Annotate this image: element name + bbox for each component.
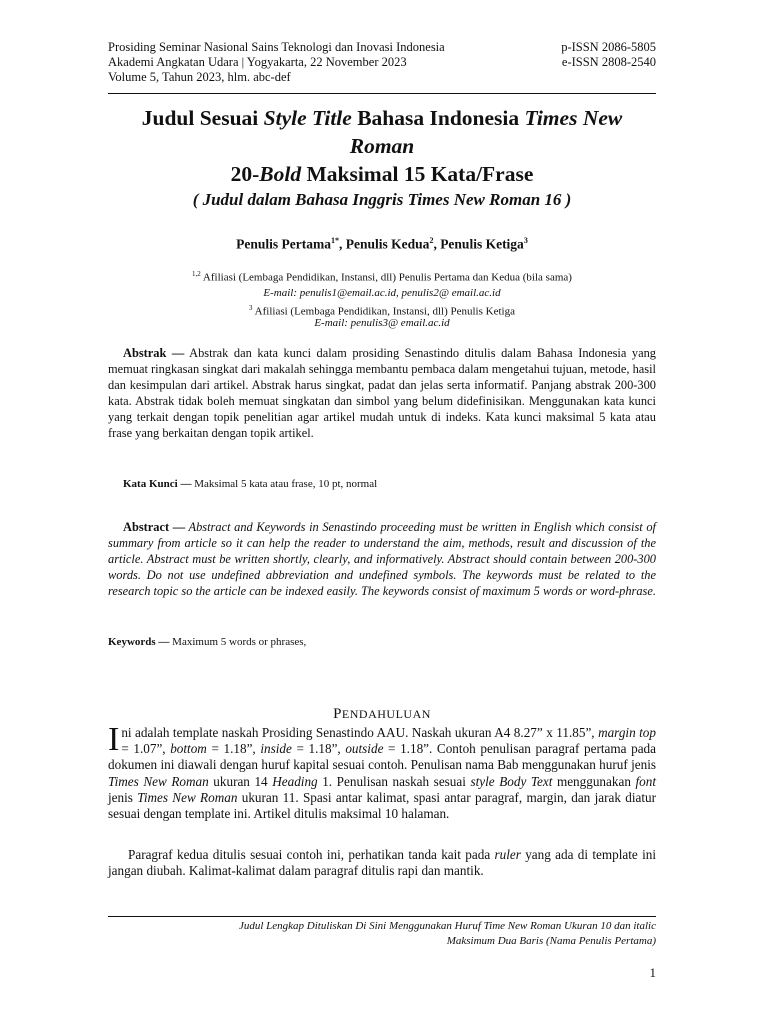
author-name: Penulis Pertama <box>236 236 332 252</box>
abstract-english: Abstract — Abstract and Keywords in Senastindo proceeding must be written in English which consist of summary from article so it can help the reader to understand the aim, methods, result and discussion of the article. Abstract must be written shortly, clearly, and informatively. Abstract should contain between 200-300 words. Do not use undefined abbreviation and undefined symbols. The keywords must be related to the research topic so the article can be indexed easily. The keywords consist of maximum 5 words or word-phrase. <box>108 520 656 598</box>
page-number: 1 <box>649 965 656 980</box>
affiliation-2: $^3$ Afiliasi (Lembaga Pendidikan, Instansi, dll) Penulis Ketiga <box>249 304 515 318</box>
email-2: E-mail: penulis3@ email.ac.id <box>314 317 450 329</box>
abstract-indonesian: Abstrak — Abstrak dan kata kunci dalam prosiding Senastindo ditulis dalam Bahasa Indonesia yang memuat ringkasan singkat dari makalah sehingga membantu pembaca dalam mengetahui tujuan, metode, hasil dan kesimpulan dari artikel. Abstrak harus singkat, padat dan jelas serta informatif. Panjang abstrak 200-300 kata. Abstrak tidak boleh memuat singkatan dan simbol yang belum didefinisikan. Menggunakan kata kunci yang terkait dengan topik penelitian agar artikel mudah untuk di indeks. Kata kunci maksimal 5 kata atau frase yang berkaitan dengan topik artikel. <box>108 346 656 440</box>
keywords-english: Keywords — Maximum 5 words or phrases, <box>108 636 307 648</box>
affiliation-1: $^{1,2}$ Afiliasi (Lembaga Pendidikan, Instansi, dll) Penulis Pertama dan Kedua (bila sama) <box>192 270 572 284</box>
header-e-issn: e-ISSN 2808-2540 <box>561 55 656 69</box>
author-name: Penulis Ketiga <box>440 236 524 252</box>
section-heading-introduction: PENDAHULUAN <box>333 706 431 722</box>
running-footer <box>108 919 656 949</box>
footer-divider <box>108 916 656 917</box>
header-proceeding-name: Prosiding Seminar Nasional Sains Teknologi dan Inovasi Indonesia <box>108 40 445 54</box>
header-volume: Volume 5, Tahun 2023, hlm. abc-def <box>108 70 291 84</box>
footer-line-2: Maksimum Dua Baris (Nama Penulis Pertama) <box>446 935 656 947</box>
header-venue-date: Akademi Angkatan Udara | Yogyakarta, 22 November 2023 <box>108 55 407 69</box>
header-p-issn: p-ISSN 2086-5805 <box>561 40 656 54</box>
body-paragraph-1: Ini adalah template naskah Prosiding Senastindo AAU. Naskah ukuran A4 8.27” x 11.85”, margin top = 1.07”, bottom = 1.18”, inside = 1.18”, outside = 1.18”. Contoh penulisan paragraf pertama pada dokumen ini diawali dengan huruf kapital sesuai contoh. Penulisan nama Bab menggunakan huruf jenis Times New Roman ukuran 14 Heading 1. Penulisan naskah sesuai style Body Text menggunakan font jenis Times New Roman ukuran 11. Spasi antar kalimat, spasi antar paragraf, margin, dan jarak diatur sesuai dengan template ini. Artikel ditulis maksimal 10 halaman. <box>108 721 656 822</box>
running-header <box>108 40 656 85</box>
footer-line-1: Judul Lengkap Dituliskan Di Sini Menggunakan Huruf Time New Roman Ukuran 10 dan italic <box>238 920 656 932</box>
body-paragraph-2: Paragraf kedua ditulis sesuai contoh ini, perhatikan tanda kait pada ruler yang ada di template ini jangan diubah. Kalimat-kalimat dalam paragraf ditulis rapi dan mantik. <box>108 847 656 879</box>
author-list: Penulis Pertama$^{1*}$, Penulis Kedua$^2$, Penulis Ketiga$^3$ <box>236 236 528 252</box>
drop-cap: I <box>108 721 120 758</box>
author-name: Penulis Kedua <box>345 236 430 252</box>
keywords-indonesian: Kata Kunci — Maksimal 5 kata atau frase, 10 pt, normal <box>123 478 378 490</box>
email-1: E-mail: penulis1@email.ac.id, penulis2@ email.ac.id <box>263 287 501 299</box>
paper-title: Judul Sesuai Style Title Bahasa Indonesia Times New Roman 20-Bold Maksimal 15 Kata/Frase <box>141 106 623 186</box>
english-title: ( Judul dalam Bahasa Inggris Times New Roman 16 ) <box>192 190 572 209</box>
header-divider <box>108 93 656 94</box>
